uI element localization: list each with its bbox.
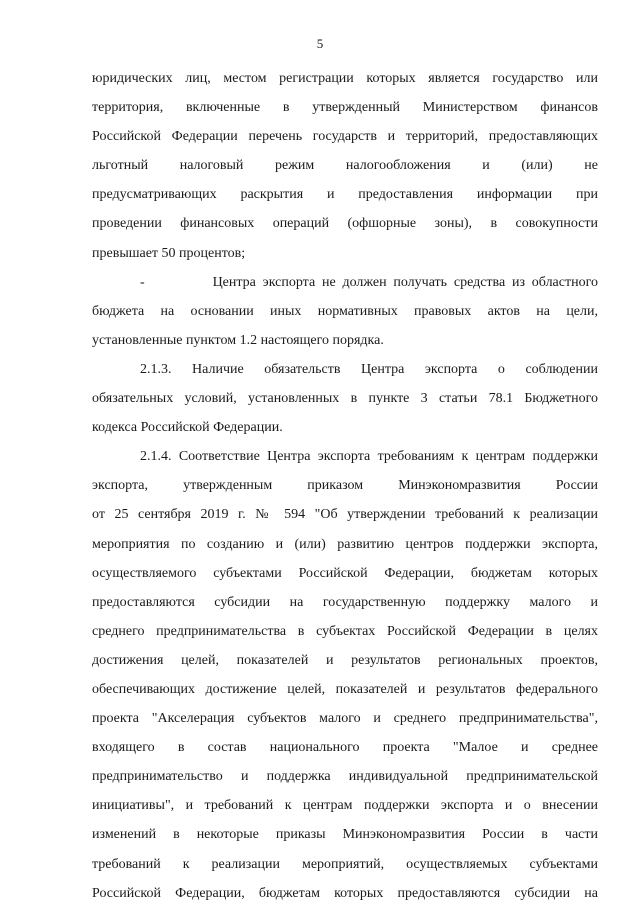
text-line: 2.1.3. Наличие обязательств Центра экспорта о соблюдении — [140, 361, 598, 377]
text-line: - Центра экспорта не должен получать средства из областного — [140, 274, 598, 290]
text-line: предоставляются субсидии на государственную поддержку малого и — [92, 594, 598, 610]
text-line: обязательных условий, установленных в пункте 3 статьи 78.1 Бюджетного — [92, 391, 598, 407]
text-line: юридических лиц, местом регистрации которых является государство или — [92, 71, 598, 86]
text-line: кодекса Российской Федерации. — [92, 420, 283, 436]
text-line: проведении финансовых операций (офшорные зоны), в совокупности — [92, 216, 598, 232]
page-number: 5 — [316, 36, 324, 51]
text-line: инициативы", и требований к центрам поддержки экспорта и о внесении — [92, 798, 598, 814]
text-line: мероприятия по созданию и (или) развитию центров поддержки экспорта, — [92, 536, 598, 552]
text-line: 2.1.4. Соответствие Центра экспорта требованиям к центрам поддержки — [140, 449, 598, 465]
text-line: льготный налоговый режим налогообложения и (или) не — [92, 158, 598, 174]
text-line: предпринимательство и поддержка индивидуальной предпринимательской — [92, 769, 598, 785]
text-line: изменений в некоторые приказы Минэкономразвития России в части — [92, 827, 598, 843]
text-line: Российской Федерации перечень государств и территорий, предоставляющих — [92, 129, 598, 145]
text-line: бюджета на основании иных нормативных правовых актов на цели, — [92, 303, 598, 319]
text-line: входящего в состав национального проекта "Малое и среднее — [92, 740, 598, 756]
text-line: требований к реализации мероприятий, осуществляемых субъектами — [92, 856, 598, 872]
text-line: обеспечивающих достижение целей, показателей и результатов федерального — [92, 681, 598, 697]
text-line: осуществляемого субъектами Российской Федерации, бюджетам которых — [92, 565, 598, 581]
text-line: территория, включенные в утвержденный Министерством финансов — [92, 100, 598, 116]
text-line: Российской Федерации, бюджетам которых предоставляются субсидии на — [92, 885, 598, 901]
text-line: от 25 сентября 2019 г. № 594 "Об утверждении требований к реализации — [92, 507, 598, 523]
text-line: экспорта, утвержденным приказом Минэкономразвития России — [92, 478, 598, 494]
text-line: достижения целей, показателей и результатов региональных проектов, — [92, 652, 598, 668]
text-line: предусматривающих раскрытия и предоставления информации при — [92, 187, 598, 203]
text-line: превышает 50 процентов; — [92, 245, 246, 261]
document-body — [92, 64, 598, 908]
text-line: проекта "Акселерация субъектов малого и среднего предпринимательства", — [92, 711, 598, 727]
text-line: установленные пунктом 1.2 настоящего порядка. — [92, 332, 384, 348]
text-line: среднего предпринимательства в субъектах Российской Федерации в целях — [92, 623, 598, 639]
